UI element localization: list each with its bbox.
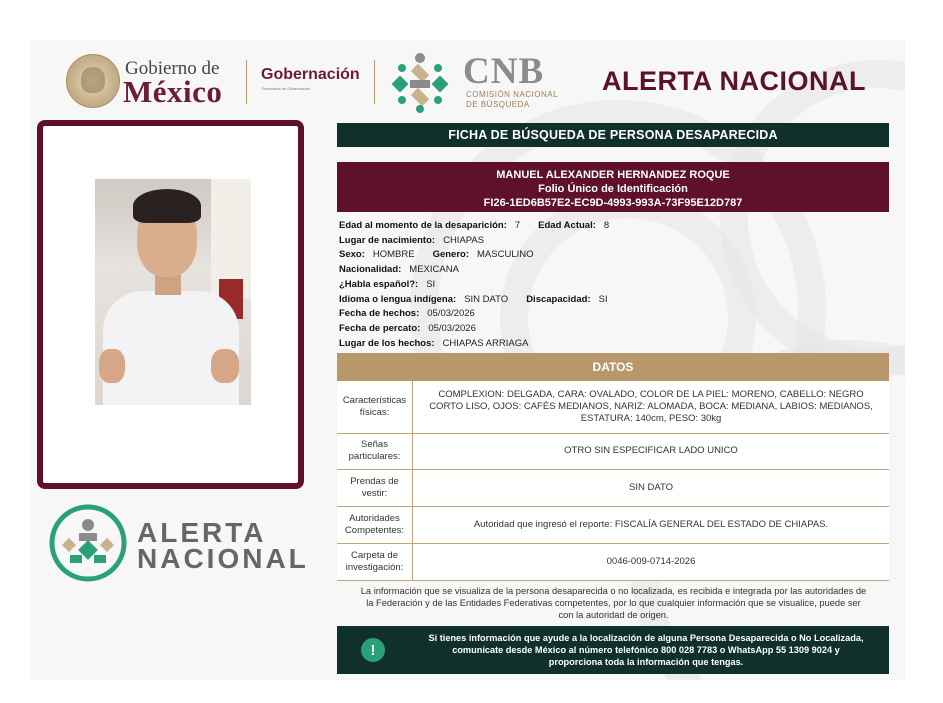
photo-frame [37,120,304,489]
folio-value: FI26-1ED6B57E2-EC9D-4993-993A-73F95E12D787 [483,197,743,209]
info-row: ¿Habla español?: SI [339,278,436,290]
header [0,42,943,117]
info-row: Lugar de los hechos: CHIAPAS ARRIAGA [339,337,529,349]
table-row: Prendas de vestir: SIN DATO [337,469,889,506]
info-row: Lugar de nacimiento: CHIAPAS [339,234,485,246]
exclamation-icon: ! [361,638,385,662]
info-row: Nacionalidad: MEXICANA [339,264,459,276]
gobernacion-text: Gobernación [261,66,360,83]
gobierno-de-text: Gobierno de [125,58,220,79]
table-row: Señas particulares: OTRO SIN ESPECIFICAR LADO UNICO [337,433,889,469]
datos-table [337,381,889,581]
mexico-seal-icon [66,54,120,108]
person-name: MANUEL ALEXANDER HERNANDEZ ROQUE [496,169,730,181]
person-name-block [337,162,889,212]
alerta-nacional-logo-icon [48,503,128,583]
info-row: Fecha de hechos: 05/03/2026 [339,308,475,320]
alerta-logo-text-1: ALERTA [137,517,267,548]
divider [374,60,375,104]
info-row: Idioma o lengua indígena: SIN DATO Discapacidad: SI [339,293,608,305]
table-row: Autoridades Competentes: Autoridad que ingresó el reporte: FISCALÍA GENERAL DEL ESTADO DE CHIAPAS. [337,506,889,543]
cnb-text: CNB [463,51,545,92]
folio-label: Folio Único de Identificación [538,183,688,195]
alerta-logo-text-2: NACIONAL [137,543,309,574]
info-row: Fecha de percato: 05/03/2026 [339,322,476,334]
contact-text: Si tienes información que ayude a la localización de alguna Persona Desaparecida o No Localizada, comunícate desde México al número telefónico 800 028 7783 o WhatsApp 55 1309 9024 y proporciona toda la información que tengas. [428,633,864,667]
person-photo [95,179,251,405]
datos-header: DATOS [337,353,889,381]
info-row: Sexo: HOMBRE Genero: MASCULINO [339,249,534,261]
contact-bar [337,626,889,674]
person-info [339,219,609,351]
divider [246,60,247,104]
table-row: Carpeta de investigación: 0046-009-0714-2026 [337,543,889,580]
mexico-text: México [123,74,223,109]
cnb-subtext: COMISIÓN NACIONAL DE BÚSQUEDA [466,90,559,109]
info-row: Edad al momento de la desaparición: 7 Edad Actual: 8 [339,220,610,231]
disclaimer: La información que se visualiza de la persona desaparecida o no localizada, es recibida e integrada por las autoridades de la Federación y de las Entidades Federativas competentes, por lo que cualquier información que se visualice, puede ser con la autoridad de origen. [360,586,867,620]
table-row: Características físicas: COMPLEXION: DELGADA, CARA: OVALADO, COLOR DE LA PIEL: MORENO, CABELLO: NEGRO CORTO LISO, OJOS: CAFÉS MEDIANOS, NARIZ: ALOMADA, BOCA: MEDIANA, LABIOS: MEDIANOS, ESTATURA: 140cm, PESO: 30kg [337,381,889,433]
alerta-nacional-title: ALERTA NACIONAL [602,66,866,96]
cnb-logo-icon [388,50,452,114]
gobernacion-subtext: Secretaría de Gobernación [262,86,311,91]
ficha-title: FICHA DE BÚSQUEDA DE PERSONA DESAPARECIDA [337,123,889,147]
